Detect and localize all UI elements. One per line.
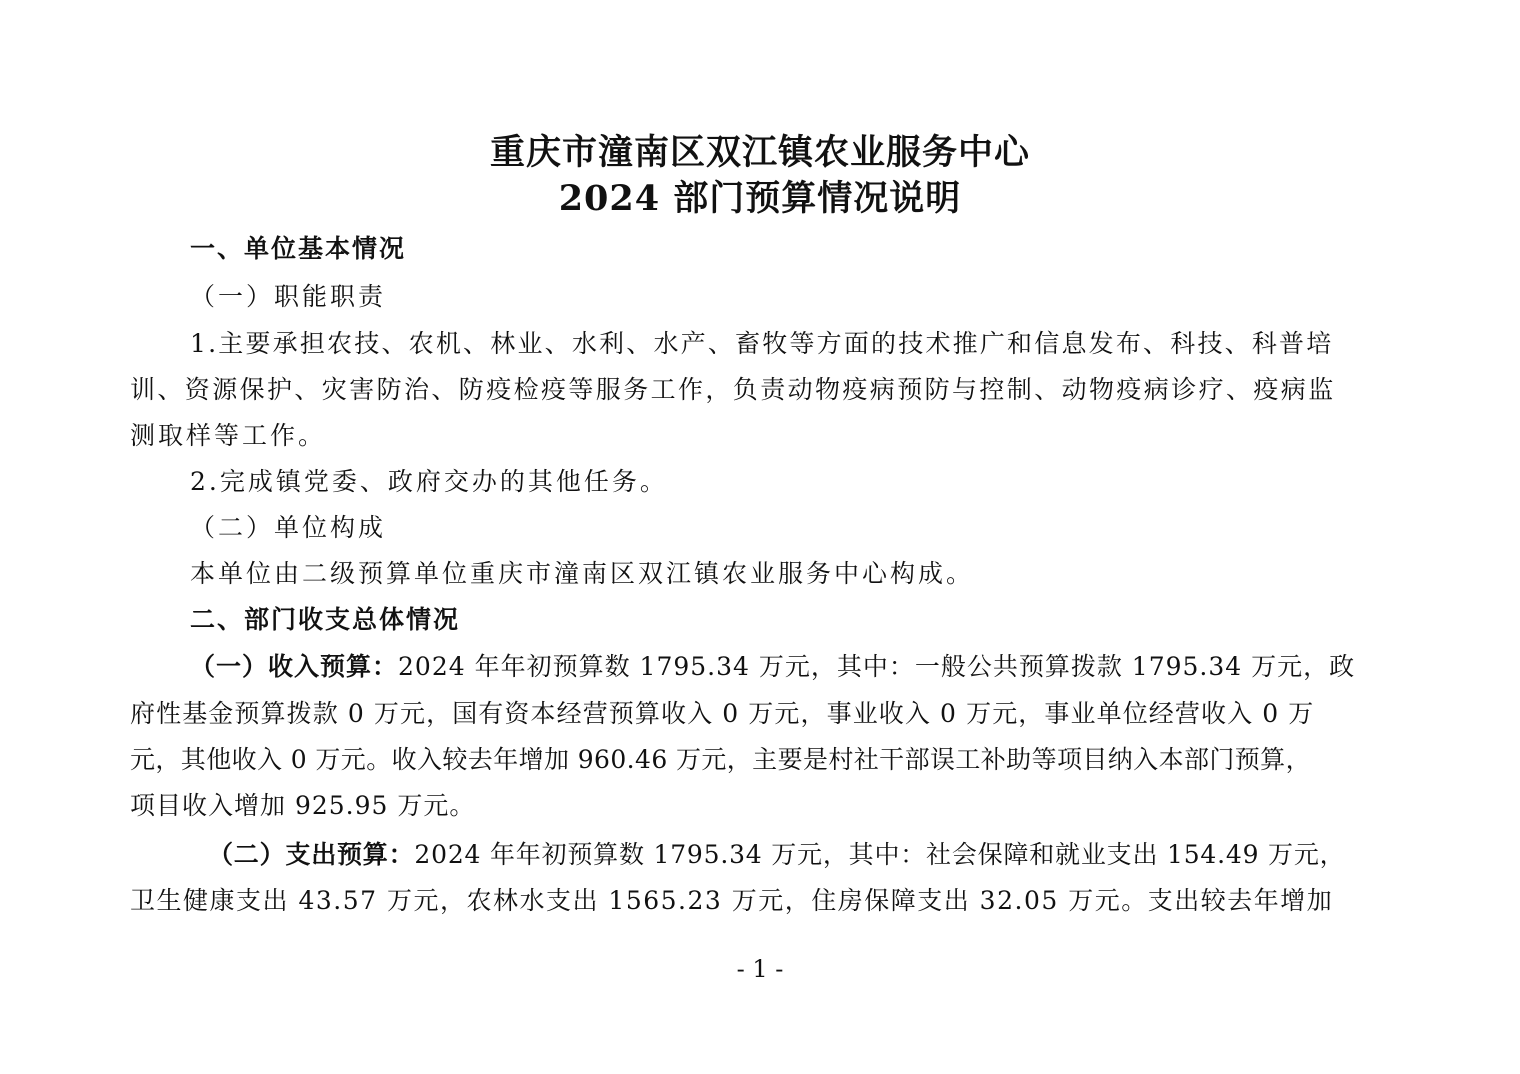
expense-line1-text: 2024 年年初预算数 1795.34 万元，其中：社会保障和就业支出 154.49 万元， (414, 840, 1346, 869)
expense-line2: 卫生健康支出 43.57 万元，农林水支出 1565.23 万元，住房保障支出 32.05 万元。支出较去年增加 (130, 886, 1334, 915)
section1-heading: 一、单位基本情况 (190, 234, 407, 263)
section2-heading: 二、部门收支总体情况 (190, 605, 461, 634)
expense-line1 (208, 838, 1345, 872)
section1-sub1-heading: （一）职能职责 (190, 282, 387, 311)
document-title-line1: 重庆市潼南区双江镇农业服务中心 (489, 132, 1030, 173)
expense-label: （二）支出预算： (208, 840, 415, 869)
composition-line: 本单位由二级预算单位重庆市潼南区双江镇农业服务中心构成。 (190, 559, 975, 588)
section1-sub2-heading: （二）单位构成 (190, 513, 387, 542)
document-title-line2: 2024 部门预算情况说明 (558, 178, 962, 219)
income-line2: 府性基金预算拨款 0 万元，国有资本经营预算收入 0 万元，事业收入 0 万元，事业单位经营收入 0 万 (130, 699, 1315, 728)
income-line1-text: 2024 年年初预算数 1795.34 万元，其中：一般公共预算拨款 1795.34 万元，政 (398, 652, 1356, 681)
item2-line: 2.完成镇党委、政府交办的其他任务。 (190, 467, 668, 496)
income-line3: 元，其他收入 0 万元。收入较去年增加 960.46 万元，主要是村社干部误工补助等项目纳入本部门预算， (130, 745, 1311, 774)
income-line1 (190, 650, 1355, 684)
item1-line1: 1.主要承担农技、农机、林业、水利、水产、畜牧等方面的技术推广和信息发布、科技、科普培 (190, 329, 1334, 358)
page-number: - 1 - (736, 955, 784, 983)
item1-line2: 训、资源保护、灾害防治、防疫检疫等服务工作，负责动物疫病预防与控制、动物疫病诊疗、疫病监 (130, 375, 1336, 404)
income-label: （一）收入预算： (190, 652, 399, 681)
income-line4: 项目收入增加 925.95 万元。 (130, 791, 476, 820)
item1-line3: 测取样等工作。 (130, 421, 327, 450)
